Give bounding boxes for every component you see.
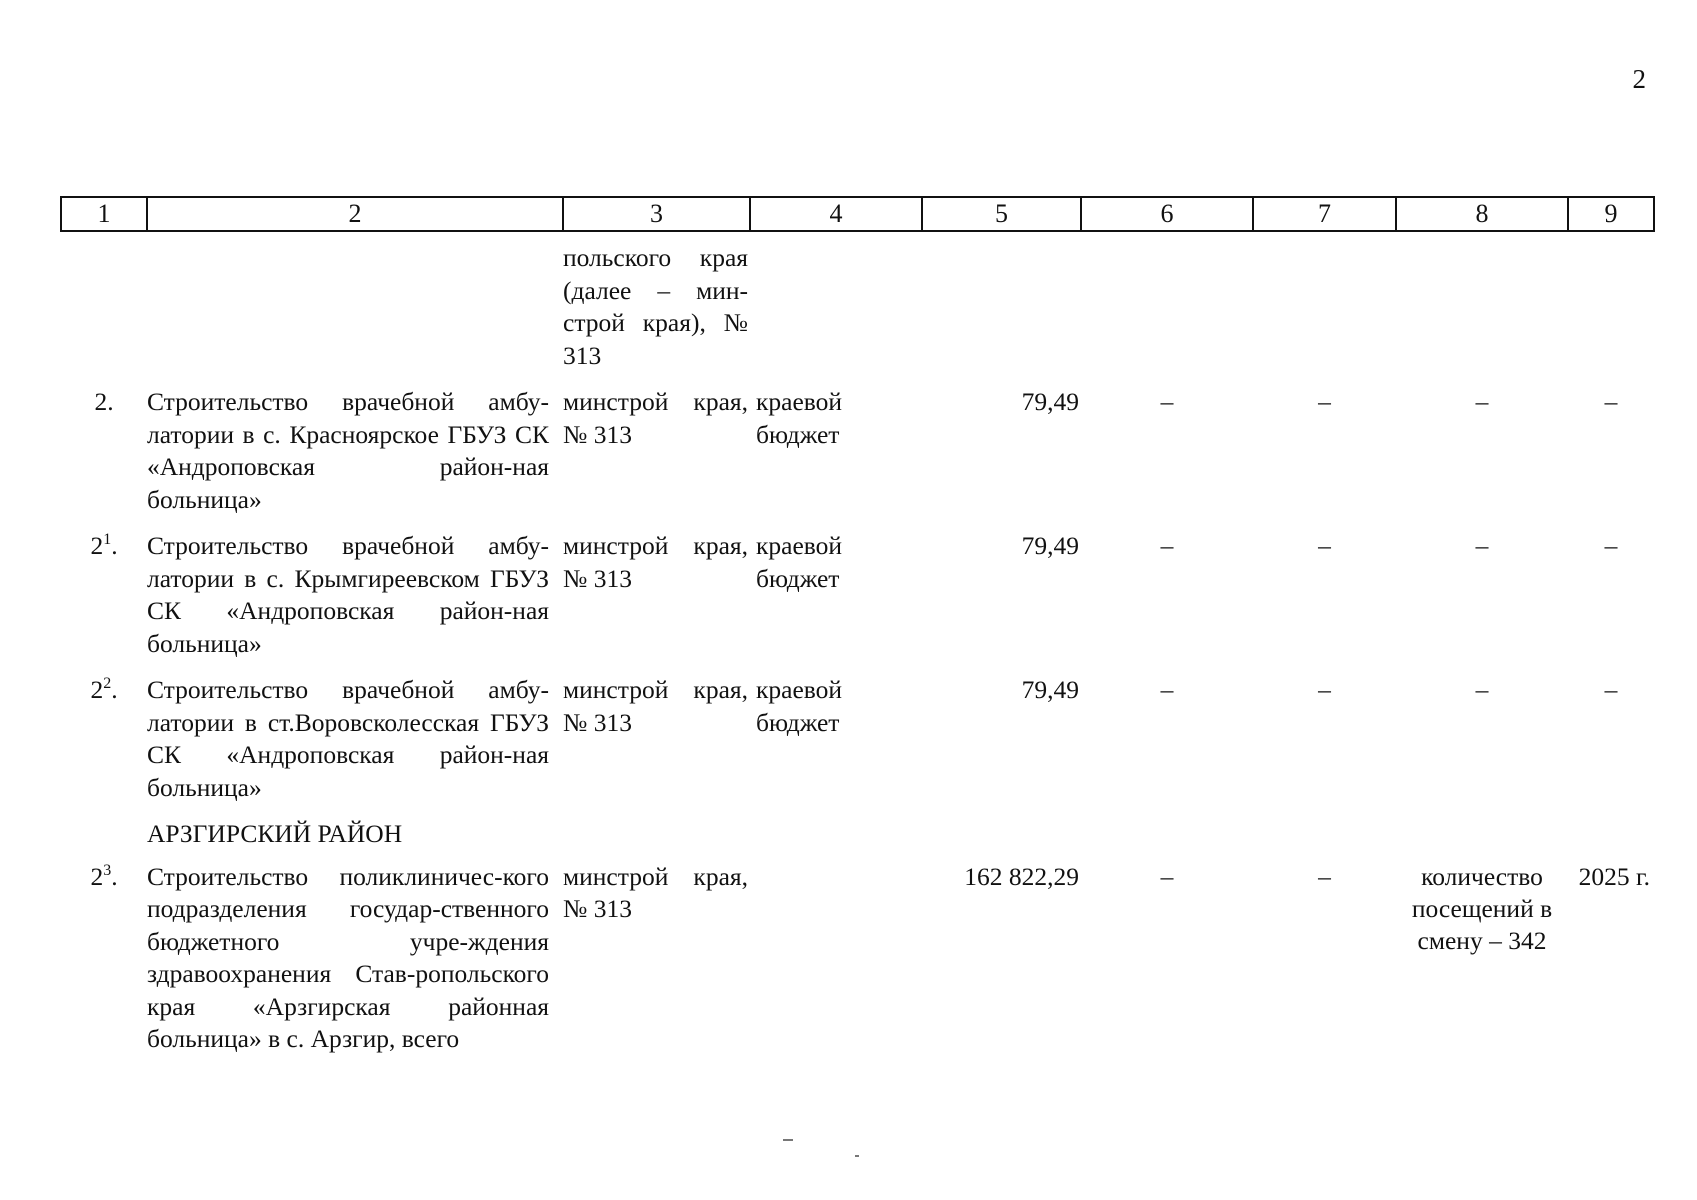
row-col6: – <box>1160 387 1174 416</box>
row-number: $2^3$. <box>90 861 118 891</box>
row-col9: – <box>1604 675 1618 704</box>
table-row <box>61 861 1654 1056</box>
continuation-executor: польского края (далее – мин-строй края), № 313 <box>563 243 748 370</box>
section-heading: АРЗГИРСКИЙ РАЙОН <box>147 819 403 848</box>
row-executor: минстрой края, № 313 <box>563 861 748 923</box>
row-amount: 79,49 <box>1021 387 1079 416</box>
header-col-8: 8 <box>1396 197 1568 231</box>
table-row <box>61 530 1654 674</box>
row-number: $2^1$. <box>90 531 118 560</box>
row-executor: минстрой края, № 313 <box>563 531 748 593</box>
page-number: 2 <box>1632 64 1646 94</box>
row-col8: – <box>1475 675 1489 704</box>
header-row <box>61 197 1654 231</box>
row-name: Строительство поликлиничес-кого подразделения государ-ственного бюджетного учре-ждения здравоохранения Став-ропольского края «Арзгирская районная больница» в с. Арзгир, всего <box>147 861 549 1053</box>
row-col7: – <box>1318 531 1331 560</box>
continuation-row <box>61 231 1654 386</box>
row-col9: – <box>1604 387 1618 416</box>
row-source <box>750 861 922 1056</box>
row-col7: – <box>1318 861 1331 891</box>
table-row <box>61 386 1654 530</box>
row-number: 2. <box>94 387 114 416</box>
header-col-5: 5 <box>922 197 1081 231</box>
header-col-4: 4 <box>750 197 922 231</box>
row-source: краевой бюджет <box>756 387 843 449</box>
row-name: Строительство врачебной амбу-латории в ст.Воровсколесская ГБУЗ СК «Андроповская район-ная больница» <box>147 675 549 802</box>
row-name: Строительство врачебной амбу-латории в с. Красноярское ГБУЗ СК «Андроповская район-ная больница» <box>147 387 549 514</box>
table-row <box>61 674 1654 818</box>
row-amount: 162 822,29 <box>964 861 1079 891</box>
row-col6: – <box>1160 531 1174 560</box>
section-row <box>61 818 1654 861</box>
row-col9: 2025 г. <box>1578 861 1650 891</box>
row-number: $2^2$. <box>90 675 118 704</box>
header-col-1: 1 <box>61 197 147 231</box>
row-col7: – <box>1318 387 1331 416</box>
row-source: краевой бюджет <box>756 675 843 737</box>
header-col-7: 7 <box>1253 197 1396 231</box>
row-col8: количество посещений в смену – 342 <box>1411 861 1553 955</box>
row-col8: – <box>1475 387 1489 416</box>
row-col6: – <box>1160 675 1174 704</box>
row-col8: – <box>1475 531 1489 560</box>
row-col7: – <box>1318 675 1331 704</box>
scan-speck <box>783 1139 793 1141</box>
program-table <box>60 196 1655 1056</box>
header-col-2: 2 <box>147 197 563 231</box>
scan-speck <box>855 1155 859 1157</box>
header-col-9: 9 <box>1568 197 1654 231</box>
row-amount: 79,49 <box>1021 531 1079 560</box>
header-col-6: 6 <box>1081 197 1253 231</box>
row-col6: – <box>1160 861 1174 891</box>
row-col9: – <box>1604 531 1618 560</box>
row-executor: минстрой края, № 313 <box>563 675 748 737</box>
row-amount: 79,49 <box>1021 675 1079 704</box>
row-name: Строительство врачебной амбу-латории в с. Крымгиреевском ГБУЗ СК «Андроповская район-ная больница» <box>147 531 549 658</box>
row-source: краевой бюджет <box>756 531 843 593</box>
header-col-3: 3 <box>563 197 750 231</box>
row-executor: минстрой края, № 313 <box>563 387 748 449</box>
